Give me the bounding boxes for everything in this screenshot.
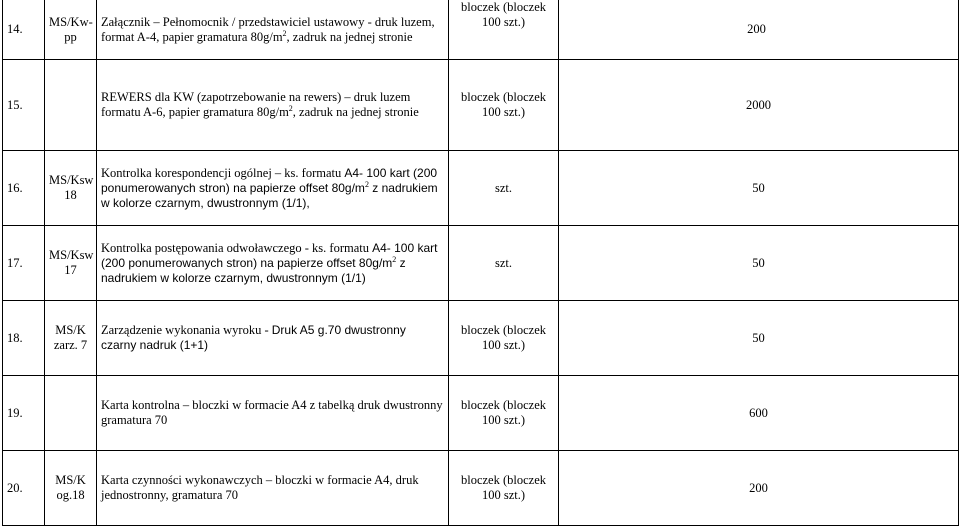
description-segment: , zadruk na jednej stronie <box>292 105 419 119</box>
form-code: MS/Ksw 18 <box>45 151 97 226</box>
description-segment: A4- 100 kart (200 ponumerowanych stron) na papierze offset 80g/m <box>101 165 438 195</box>
order-table <box>2 0 959 526</box>
item-description <box>97 60 449 151</box>
quantity: 2000 <box>559 60 959 151</box>
quantity: 50 <box>559 301 959 376</box>
table-row <box>3 151 959 226</box>
description-segment: , zadruk na jednej stronie <box>286 29 413 44</box>
unit-of-measure: bloczek (bloczek 100 szt.) <box>449 451 559 526</box>
description-segment: z nadrukiem w kolorze czarnym, dwustronnym (1/1), <box>101 180 438 210</box>
description-segment: Kontrolka postępowania odwoławczego - ks. formatu <box>101 240 373 255</box>
quantity: 600 <box>559 376 959 451</box>
item-description <box>97 376 449 451</box>
unit-of-measure: szt. <box>449 151 559 226</box>
form-code: MS/K og.18 <box>45 451 97 526</box>
unit-of-measure: bloczek (bloczek 100 szt.) <box>449 60 559 151</box>
row-number: 14. <box>3 0 45 60</box>
row-number: 15. <box>3 60 45 151</box>
row-number: 16. <box>3 151 45 226</box>
description-segment: Karta kontrolna – bloczki w formacie A4 z tabelką druk dwustronny gramatura 70 <box>101 398 443 427</box>
description-segment: Kontrolka korespondencji ogólnej – ks. formatu <box>101 165 345 180</box>
row-number: 20. <box>3 451 45 526</box>
unit-of-measure: bloczek (bloczek 100 szt.) <box>449 301 559 376</box>
description-segment: A4- 100 kart (200 ponumerowanych stron) na papierze offset 80g/m <box>101 240 438 270</box>
description-segment: REWERS dla KW (zapotrzebowanie na rewers) – druk luzem formatu A-6, papier gramatura 80g/m <box>101 90 411 119</box>
form-code: MS/Kw-pp <box>45 0 97 60</box>
table-row <box>3 226 959 301</box>
row-number: 19. <box>3 376 45 451</box>
item-description <box>97 226 449 301</box>
table-row <box>3 451 959 526</box>
form-code <box>45 376 97 451</box>
description-segment: z nadrukiem w kolorze czarnym, dwustronnym (1/1) <box>101 255 406 285</box>
description-segment: Druk A5 g.70 dwustronny czarny nadruk (1+1) <box>101 323 406 352</box>
form-code: MS/K zarz. 7 <box>45 301 97 376</box>
row-number: 17. <box>3 226 45 301</box>
description-segment: Zarządzenie wykonania wyroku - <box>101 323 272 337</box>
form-code <box>45 60 97 151</box>
table-row <box>3 301 959 376</box>
unit-of-measure: bloczek (bloczek 100 szt.) <box>449 0 559 60</box>
superscript: 2 <box>364 179 369 189</box>
superscript: 2 <box>282 28 287 38</box>
form-code: MS/Ksw 17 <box>45 226 97 301</box>
unit-of-measure: szt. <box>449 226 559 301</box>
quantity: 50 <box>559 226 959 301</box>
description-segment: Załącznik – Pełnomocnik / przedstawiciel ustawowy - druk luzem, format A-4, papier gramatura 80g/m <box>101 14 435 44</box>
table-row <box>3 0 959 60</box>
description-segment: Karta czynności wykonawczych – bloczki w formacie A4, druk jednostronny, gramatura 70 <box>101 473 419 502</box>
table-row <box>3 376 959 451</box>
item-description <box>97 151 449 226</box>
item-description <box>97 451 449 526</box>
quantity: 50 <box>559 151 959 226</box>
table-row <box>3 60 959 151</box>
superscript: 2 <box>288 103 293 113</box>
row-number: 18. <box>3 301 45 376</box>
quantity: 200 <box>559 451 959 526</box>
unit-of-measure: bloczek (bloczek 100 szt.) <box>449 376 559 451</box>
quantity: 200 <box>559 0 959 60</box>
item-description <box>97 301 449 376</box>
item-description <box>97 0 449 60</box>
superscript: 2 <box>392 254 397 264</box>
